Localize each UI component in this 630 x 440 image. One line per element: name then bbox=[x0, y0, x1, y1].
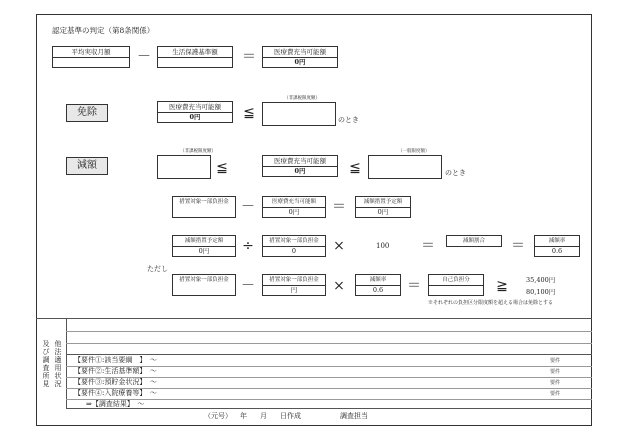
calc3-measure2-label: 措置対象一部負担金 bbox=[263, 275, 325, 286]
requirement-2: 【要件②:生活基準額】 ～ bbox=[74, 367, 157, 375]
reduce-medical-value: 0円 bbox=[294, 167, 306, 175]
calc1-reduce-plan-label: 減額措置予定額 bbox=[356, 197, 410, 208]
calc2-measure-box bbox=[262, 235, 326, 257]
times-sign: × bbox=[333, 238, 345, 254]
footer-month: 月 bbox=[260, 412, 267, 420]
requirement-2-suffix: 要件 bbox=[550, 369, 561, 375]
calc2-measure-label: 措置対象一部負担金 bbox=[263, 236, 325, 247]
calc3-self-pay-label: 自己負担分 bbox=[429, 275, 483, 286]
rule-line bbox=[66, 343, 592, 344]
calc3-self-pay-box bbox=[428, 274, 484, 296]
rule-line bbox=[66, 408, 592, 409]
minus-sign: － bbox=[137, 49, 151, 65]
calc3-reduce-rate-label: 減額率 bbox=[356, 275, 400, 286]
calc3-reduce-rate-value: 0.6 bbox=[372, 286, 384, 294]
calc2-reduce-ratio-label: 減額割合 bbox=[462, 238, 485, 244]
footer-era: （元号） bbox=[204, 412, 232, 420]
equals-sign: ＝ bbox=[242, 49, 256, 65]
requirement-1-suffix: 要件 bbox=[550, 358, 561, 364]
rule-line bbox=[66, 399, 592, 400]
calc3-reduce-rate-box bbox=[355, 274, 401, 296]
exempt-title: 免除 bbox=[66, 104, 108, 122]
calc1-measure-box bbox=[172, 196, 236, 218]
avg-income-label: 平均実収月額 bbox=[53, 47, 129, 58]
leq-sign: ≦ bbox=[349, 160, 361, 176]
equals-sign: ＝ bbox=[421, 238, 435, 254]
rule-line bbox=[66, 354, 592, 355]
section-divider bbox=[36, 318, 592, 319]
reduce-notoki: のとき bbox=[445, 169, 466, 177]
reduce-limit-input-left[interactable] bbox=[157, 155, 211, 179]
requirement-4-suffix: 要件 bbox=[550, 391, 561, 397]
times-sign: × bbox=[333, 278, 345, 294]
calc2-hundred: 100 bbox=[376, 242, 390, 250]
calc2-reduce-ratio-box bbox=[446, 235, 502, 247]
calc2-reduce-rate-label: 減額率 bbox=[535, 236, 579, 247]
minus-sign: － bbox=[241, 278, 255, 294]
requirement-4: 【要件④:入院療養等】 ～ bbox=[74, 389, 157, 397]
calc2-reduce-rate-value: 0.6 bbox=[551, 247, 563, 255]
requirement-1: 【要件①:該当要綱 】 ～ bbox=[74, 356, 157, 364]
minus-sign: － bbox=[241, 199, 255, 215]
requirement-3: 【要件③:預貯金状況】 ～ bbox=[74, 378, 157, 386]
calc2-reduce-rate-box bbox=[534, 235, 580, 257]
tadashi-label: ただし bbox=[147, 265, 168, 273]
footer-person: 調査担当 bbox=[340, 412, 368, 420]
living-std-label: 生活保護基準額 bbox=[158, 47, 232, 58]
footer-day: 日作成 bbox=[280, 412, 301, 420]
exempt-medical-value: 0円 bbox=[189, 113, 201, 121]
section-title: 認定基準の判定（第8条関係） bbox=[52, 26, 155, 35]
reduce-limit-input-right[interactable] bbox=[368, 155, 442, 179]
medical-label: 医療費充当可能額 bbox=[263, 47, 337, 58]
reduce-medical-label: 医療費充当可能額 bbox=[263, 156, 337, 167]
equals-sign: ＝ bbox=[407, 278, 421, 294]
reduce-medical-box bbox=[262, 155, 338, 177]
calc1-measure-label: 措置対象一部負担金 bbox=[179, 199, 229, 205]
divide-sign: ÷ bbox=[242, 238, 254, 254]
reduce-title: 減額 bbox=[66, 157, 108, 175]
exempt-limit-caption: （非課税限度額） bbox=[284, 96, 320, 101]
calc3-measure2-value: 円 bbox=[290, 286, 298, 294]
leq-sign: ≦ bbox=[243, 105, 255, 121]
exempt-limit-input[interactable] bbox=[262, 102, 336, 126]
exempt-medical-label: 医療費充当可能額 bbox=[158, 102, 232, 113]
amount-1: 35,400円 bbox=[526, 276, 556, 284]
living-std-box bbox=[157, 46, 233, 68]
calc1-reduce-plan-value: 0円 bbox=[377, 208, 389, 216]
calc3-measure-label: 措置対象一部負担金 bbox=[179, 277, 229, 283]
calc2-reduce-plan-box bbox=[172, 235, 236, 257]
survey-result: ⇒【調査結果】 ～ bbox=[86, 400, 145, 408]
side-label: 及 他 び 法 調 適 査 用 所 状 見 況 bbox=[42, 340, 62, 388]
calc2-reduce-plan-label: 減額措置予定額 bbox=[173, 236, 235, 247]
exempt-medical-box bbox=[157, 101, 233, 123]
amount-2: 80,100円 bbox=[526, 288, 556, 296]
calc1-medical-value: 0円 bbox=[288, 208, 300, 216]
calc2-reduce-plan-value: 0円 bbox=[198, 247, 210, 255]
calc1-medical-label: 医療費充当可能額 bbox=[263, 197, 325, 208]
reduce-limit-caption-right: （一般限度額） bbox=[398, 149, 430, 154]
equals-sign: ＝ bbox=[332, 199, 346, 215]
geq-sign: ≧ bbox=[496, 278, 508, 294]
calc1-reduce-plan-box bbox=[355, 196, 411, 218]
calc3-self-pay-value[interactable] bbox=[429, 286, 483, 296]
calc3-measure-box bbox=[172, 274, 236, 296]
requirement-3-suffix: 要件 bbox=[550, 380, 561, 386]
footer-year: 年 bbox=[240, 412, 247, 420]
calc2-measure-value: 0 bbox=[291, 247, 297, 255]
avg-income-box bbox=[52, 46, 130, 68]
equals-sign-2: ＝ bbox=[511, 238, 525, 254]
calc1-medical-box bbox=[262, 196, 326, 218]
calc3-measure2-box bbox=[262, 274, 326, 296]
calc3-note: ※それぞれの負担区分限度額を超える場合は免除とする bbox=[428, 300, 554, 306]
living-std-value[interactable] bbox=[158, 58, 232, 68]
rule-line bbox=[66, 331, 592, 332]
medical-box bbox=[262, 46, 338, 68]
avg-income-value[interactable] bbox=[53, 58, 129, 68]
leq-sign: ≦ bbox=[216, 160, 228, 176]
exempt-notoki: のとき bbox=[338, 116, 359, 124]
reduce-limit-caption-left: （非課税限度額） bbox=[180, 149, 216, 154]
medical-value: 0円 bbox=[294, 58, 306, 66]
